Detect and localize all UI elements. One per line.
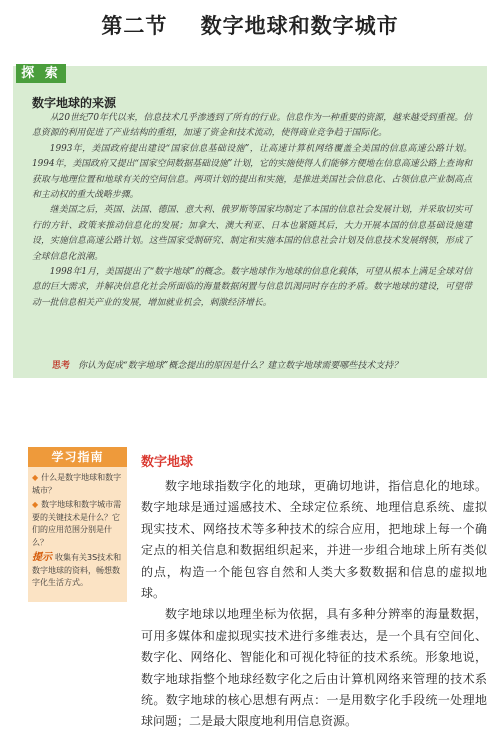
page-title: 第二节 数字地球和数字城市 [101, 13, 399, 38]
think-text: 你认为促成“数字地球”概念提出的原因是什么？建立数字地球需要哪些技术支持？ [78, 361, 403, 371]
diamond-bullet-icon: ◆ [32, 473, 39, 482]
section-body [141, 476, 487, 733]
tip-text: 收集有关3S技术和数字地球的资料，畅想数字化生活方式。 [32, 553, 122, 587]
study-guide-header: 学习指南 [28, 447, 127, 467]
think-question [52, 358, 482, 371]
study-guide-item [32, 472, 125, 497]
study-guide-item [32, 499, 125, 549]
explore-paragraph: 继美国之后，英国、法国、德国、意大利、俄罗斯等国家均制定了本国的信息社会发展计划，并采取切实可行的方针、政策来推动信息化的发展；加拿大、澳大利亚、日本也紧随其后，大力开展本国的信息基础设施建设，实施信息高速公路计划。这些国家受制研究、制定和实施本国的信息社会计划及信息技术发展纲领，形成了全球信息化浪潮。 [32, 205, 472, 262]
study-guide-item-text: 什么是数字地球和数字城市？ [32, 473, 122, 495]
tip-tag: 提示 [32, 552, 52, 563]
study-guide-item-text: 数字地球和数字城市需要的关键技术是什么？它们的应用范围分别是什么？ [32, 500, 122, 547]
think-tag: 思考 [52, 361, 71, 371]
explore-paragraph: 1998年1月，美国提出了“数字地球”的概念。数字地球作为地球的信息化载体，可望从根本上满足全球对信息的巨大需求，并解决信息化社会所面临的海量数据闲置与信息饥渴同时存在的矛盾。数字地球的建设，可望带动一批信息相关产业的发展，增加就业机会，刺激经济增长。 [32, 267, 472, 308]
explore-body [32, 111, 472, 311]
explore-heading: 数字地球的来源 [32, 96, 117, 110]
study-guide-tip [32, 552, 125, 590]
explore-paragraph: 1993年，美国政府提出建设“国家信息基础设施”，让高速计算机网络覆盖全美国的信息高速公路计划。1994年，美国政府又提出“国家空间数据基础设施”计划，它的实施使得人们能够方便地在信息高速公路上查询和获取与地理位置和地球有关的空间信息。两项计划的提出和实施，是推进美国社会信息化、占领信息产业制高点和主动权的重大战略步骤。 [32, 143, 472, 201]
explore-paragraph: 从20世纪70年代以来，信息技术几乎渗透到了所有的行业。信息作为一种重要的资源，越来越受到重视。信息资源的利用促进了产业结构的重组，加速了资金和技术流动，使得商业竞争趋于国际化。 [32, 113, 472, 139]
section-title: 数字地球 [141, 455, 194, 470]
explore-tab: 探 索 [16, 64, 66, 83]
section-paragraph: 数字地球指数字化的地球，更确切地讲，指信息化的地球。数字地球是通过遥感技术、全球定位系统、地理信息系统、虚拟现实技术、网络技术等多种技术的综合应用，把地球上每一个确定点的相关信息和数据组织起来，并进一步组合地球上所有类似的点，构造一个能包容自然和人类大多数数据和信息的虚拟地球。 [141, 479, 487, 601]
section-paragraph: 数字地球以地理坐标为依据，具有多种分辨率的海量数据，可用多媒体和虚拟现实技术进行多维表达，是一个具有空间化、数字化、网络化、智能化和可视化特征的技术系统。形象地说，数字地球指整个地球经数字化之后由计算机网络来管理的技术系统。数字地球的核心思想有两点：一是用数字化手段统一处理地球问题；二是最大限度地利用信息资源。 [141, 607, 487, 729]
diamond-bullet-icon: ◆ [32, 500, 39, 509]
